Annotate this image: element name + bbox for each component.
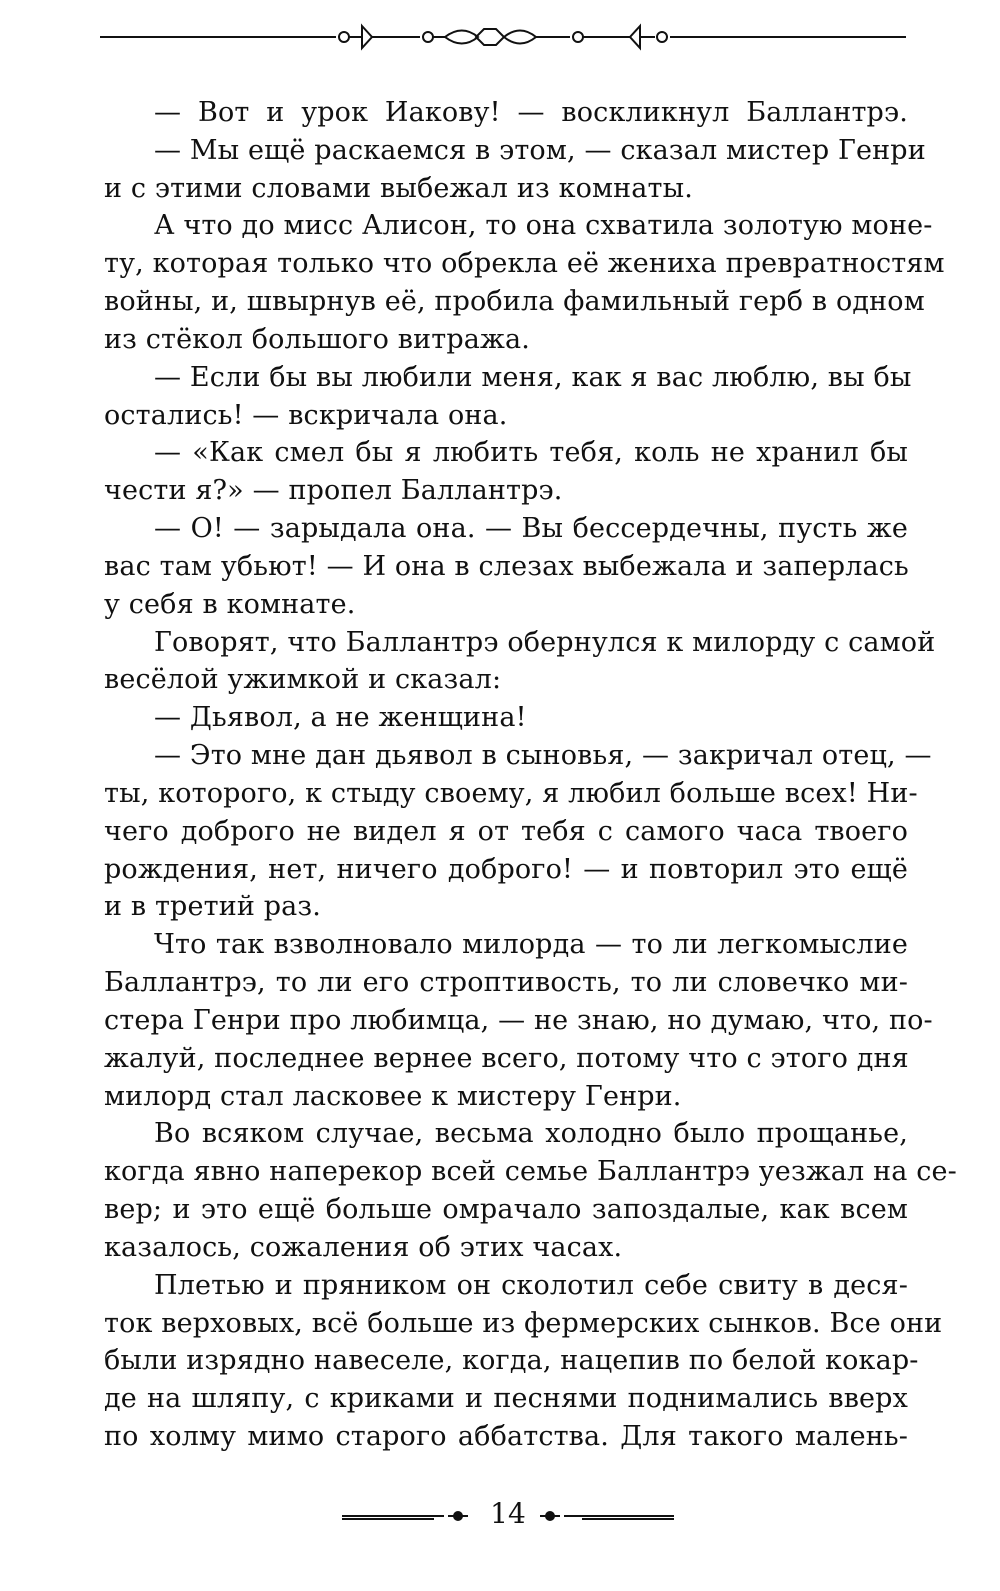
text-line: милорд стал ласковее к мистеру Генри. bbox=[104, 1080, 682, 1112]
text-line: ту, которая только что обрекла её жениха превратностям bbox=[104, 248, 945, 280]
text-line: остались! — вскричала она. bbox=[104, 399, 508, 431]
text-line: ты, которого, к стыду своему, я любил больше всех! Ни- bbox=[104, 777, 918, 809]
text-line: жалуй, последнее вернее всего, потому что с этого дня bbox=[104, 1042, 909, 1074]
text-line: чести я?» — пропел Баллантрэ. bbox=[104, 475, 563, 507]
text-line: были изрядно навеселе, когда, нацепив по белой кокар- bbox=[104, 1345, 919, 1377]
text-line: — Мы ещё раскаемся в этом, — сказал мистер Генри bbox=[154, 134, 926, 166]
text-line: А что до мисс Алисон, то она схватила золотую моне- bbox=[154, 210, 933, 242]
text-line: из стёкол большого витража. bbox=[104, 323, 530, 355]
text-line: чего доброго не видел я от тебя с самого часа твоего bbox=[104, 815, 908, 847]
text-line: войны, и, швырнув её, пробила фамильный герб в одном bbox=[104, 286, 925, 318]
text-line: казалось, сожаления об этих часах. bbox=[104, 1231, 623, 1263]
text-line: по холму мимо старого аббатства. Для такого малень- bbox=[104, 1420, 908, 1452]
text-line: и с этими словами выбежал из комнаты. bbox=[104, 172, 694, 204]
text-line: — Вот и урок Иакову! — воскликнул Баллантрэ. bbox=[154, 97, 908, 128]
text-line: когда явно наперекор всей семье Баллантрэ уезжал на се- bbox=[104, 1156, 957, 1188]
text-line: — Это мне дан дьявол в сыновья, — закричал отец, — bbox=[154, 740, 932, 772]
text-line: стера Генри про любимца, — не знаю, но думаю, что, по- bbox=[104, 1004, 933, 1036]
text-line: — «Как смел бы я любить тебя, коль не хранил бы bbox=[154, 437, 908, 469]
text-line: вер; и это ещё больше омрачало запоздалые, как всем bbox=[104, 1194, 908, 1226]
main-text bbox=[104, 94, 957, 1456]
text-line: и в третий раз. bbox=[104, 891, 322, 923]
text-line: — Дьявол, а не женщина! bbox=[154, 702, 527, 734]
text-line: вас там убьют! — И она в слезах выбежала и заперлась bbox=[104, 550, 909, 582]
text-line: Во всяком случае, весьма холодно было прощанье, bbox=[154, 1118, 908, 1150]
text-line: Плетью и пряником он сколотил себе свиту в деся- bbox=[154, 1269, 908, 1301]
text-line: у себя в комнате. bbox=[104, 588, 356, 620]
text-line: Баллантрэ, то ли его строптивость, то ли словечко ми- bbox=[104, 967, 908, 999]
text-line: де на шляпу, с криками и песнями поднимались вверх bbox=[104, 1383, 908, 1415]
page-footer bbox=[338, 1494, 678, 1534]
header-ornament-divider-icon bbox=[100, 16, 906, 56]
text-line: Говорят, что Баллантрэ обернулся к милорду с самой bbox=[154, 626, 936, 658]
text-line: рождения, нет, ничего доброго! — и повторил это ещё bbox=[104, 853, 908, 885]
page-number: 14 bbox=[490, 1497, 526, 1530]
text-line: — О! — зарыдала она. — Вы бессердечны, пусть же bbox=[154, 513, 908, 545]
text-line: весёлой ужимкой и сказал: bbox=[104, 664, 502, 696]
text-line: ток верховых, всё больше из фермерских сынков. Все они bbox=[104, 1307, 943, 1339]
text-line: Что так взволновало милорда — то ли легкомыслие bbox=[154, 929, 908, 961]
text-line: — Если бы вы любили меня, как я вас люблю, вы бы bbox=[154, 361, 912, 393]
